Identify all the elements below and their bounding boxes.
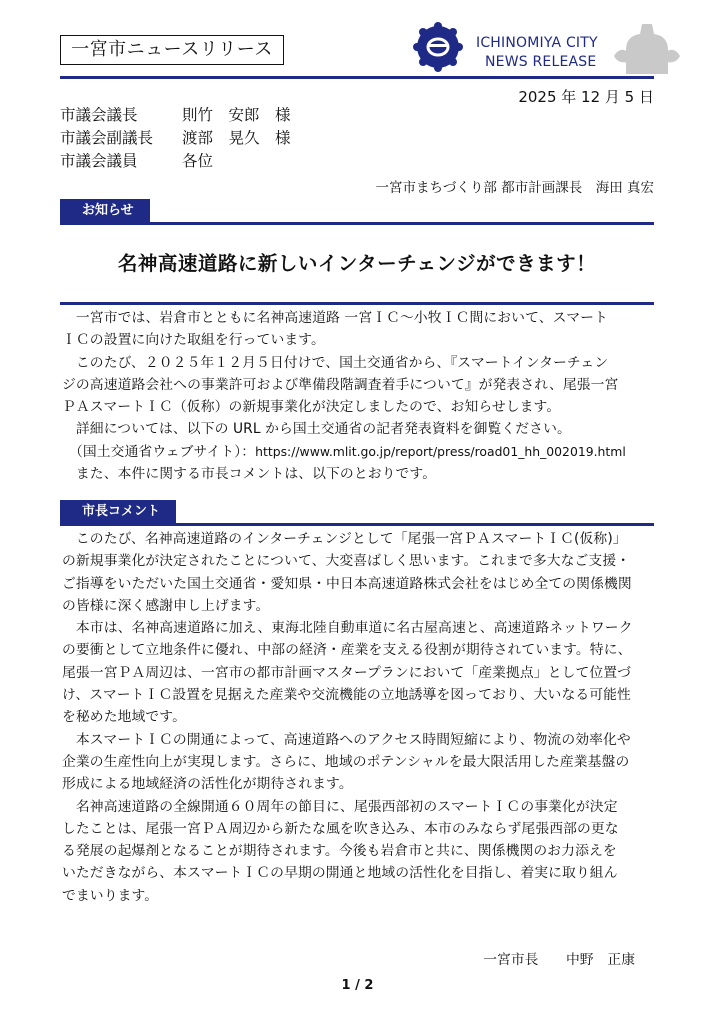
release-date: 2025 年 12 月 5 日 (518, 88, 654, 106)
comment-line: でまいります。 (62, 887, 159, 904)
comment-line: 企業の生産性向上が実現します。さらに、地域のポテンシャルを最大限活用した産業基盤の (62, 753, 630, 770)
addressee-name: 則竹 安郎 様 (182, 106, 291, 124)
mayor-comment-label: 市長コメント (60, 500, 176, 523)
page-number: 1 / 2 (341, 978, 374, 993)
headline-rule (60, 302, 654, 305)
comment-line: したことは、尾張一宮ＰＡ周辺から新たな風を吹き込み、本市のみならず尾張西部の更な (62, 820, 619, 837)
intro-line: 一宮市では、岩倉市とともに名神高速道路 一宮ＩＣ～小牧ＩＣ間において、スマート (62, 310, 608, 326)
mayor-comment-body (62, 528, 654, 907)
comment-line: の皆様に深く感謝申し上げます。 (62, 597, 270, 614)
intro-line: ＩＣの設置に向けた取組を行っています。 (62, 332, 325, 349)
mayor-signature: 一宮市長 中野 正康 (483, 952, 635, 968)
comment-line: 尾張一宮ＰＡ周辺は、一宮市の都市計画マスタープランにおいて「産業拠点」として位置づ (62, 664, 632, 681)
intro-line: ジの高速道路会社への事業許可および準備段階調査着手について』が発表され、尾張一宮 (62, 376, 619, 393)
addressee-row (60, 127, 291, 149)
notice-section-header (60, 199, 654, 225)
city-mascot-silhouette-icon (612, 22, 682, 74)
comment-line: 名神高速道路の全線開通６０周年の節目に、尾張西部初のスマートＩＣの事業化が決定 (62, 798, 618, 815)
comment-line: このたび、名神高速道路のインターチェンジとして「尾張一宮ＰＡスマートＩＣ(仮称)」 (62, 531, 627, 547)
comment-line: の新規事業化が決定されたことについて、大変喜ばしく思います。これまで多大なご支援・ (62, 553, 631, 570)
news-release-title: 一宮市ニュースリリース (60, 35, 284, 65)
ichinomiya-city-emblem-icon (413, 22, 463, 72)
addressee-row (60, 150, 213, 172)
sender: 一宮市まちづくり部 都市計画課長 海田 真宏 (375, 180, 654, 196)
brand-line-1: ICHINOMIYA CITY (476, 35, 598, 51)
intro-body (62, 307, 654, 485)
addressee-name: 各位 (182, 152, 214, 170)
addressee-role: 市議会副議長 (60, 129, 154, 147)
intro-line: このたび、２０２５年１２月５日付けで、国土交通省から、『スマートインターチェン (62, 354, 609, 371)
intro-line: ＰＡスマートＩＣ（仮称）の新規事業化が決定しましたので、お知らせします。 (62, 399, 561, 416)
comment-line: 本市は、名神高速道路に加え、東海北陸自動車道に名古屋高速と、高速道路ネットワーク (62, 620, 633, 637)
addressee-role: 市議会議員 (60, 152, 138, 170)
comment-line: け、スマートＩＣ設置を見据えた産業や交流機能の立地誘導を図っており、大いなる可能性 (62, 687, 631, 704)
comment-line: 形成による地域経済の活性化が期待されます。 (62, 776, 353, 793)
comment-line: いただきながら、本スマートＩＣの早期の開通と地域の活性化を目指し、着実に取り組ん (62, 865, 618, 882)
url-label: （国土交通省ウェブサイト）： (62, 443, 256, 460)
comment-line: る発展の起爆剤となることが期待されます。今後も岩倉市と共に、関係機関のお力添えを (62, 843, 617, 860)
intro-line: 詳細については、以下の URL から国土交通省の記者発表資料を御覧ください。 (62, 421, 571, 438)
brand-text (476, 34, 598, 72)
intro-line: また、本件に関する市長コメントは、以下のとおりです。 (62, 466, 437, 483)
notice-label: お知らせ (60, 199, 150, 222)
brand-line-2: NEWS RELEASE (485, 54, 597, 70)
comment-line: を秘めた地域です。 (62, 709, 186, 726)
mlit-press-link[interactable]: https://www.mlit.go.jp/report/press/road01_hh_002019.html (255, 443, 626, 459)
addressee-row (60, 104, 291, 126)
headline: 名神高速道路に新しいインターチェンジができます！ (117, 252, 597, 275)
comment-line: の要衝として立地条件に優れ、中部の経済・産業を支える役割が期待されています。特に、 (62, 642, 632, 659)
addressee-name: 渡部 晃久 様 (182, 129, 291, 147)
mayor-comment-section-header (60, 500, 654, 526)
url-line (62, 441, 654, 463)
addressee-role: 市議会議長 (60, 106, 138, 124)
header-rule (60, 76, 654, 79)
comment-line: ご指導をいただいた国土交通省・愛知県・中日本高速道路株式会社をはじめ全ての関係機関 (62, 575, 632, 592)
comment-line: 本スマートＩＣの開通によって、高速道路へのアクセス時間短縮により、物流の効率化や (62, 731, 631, 748)
